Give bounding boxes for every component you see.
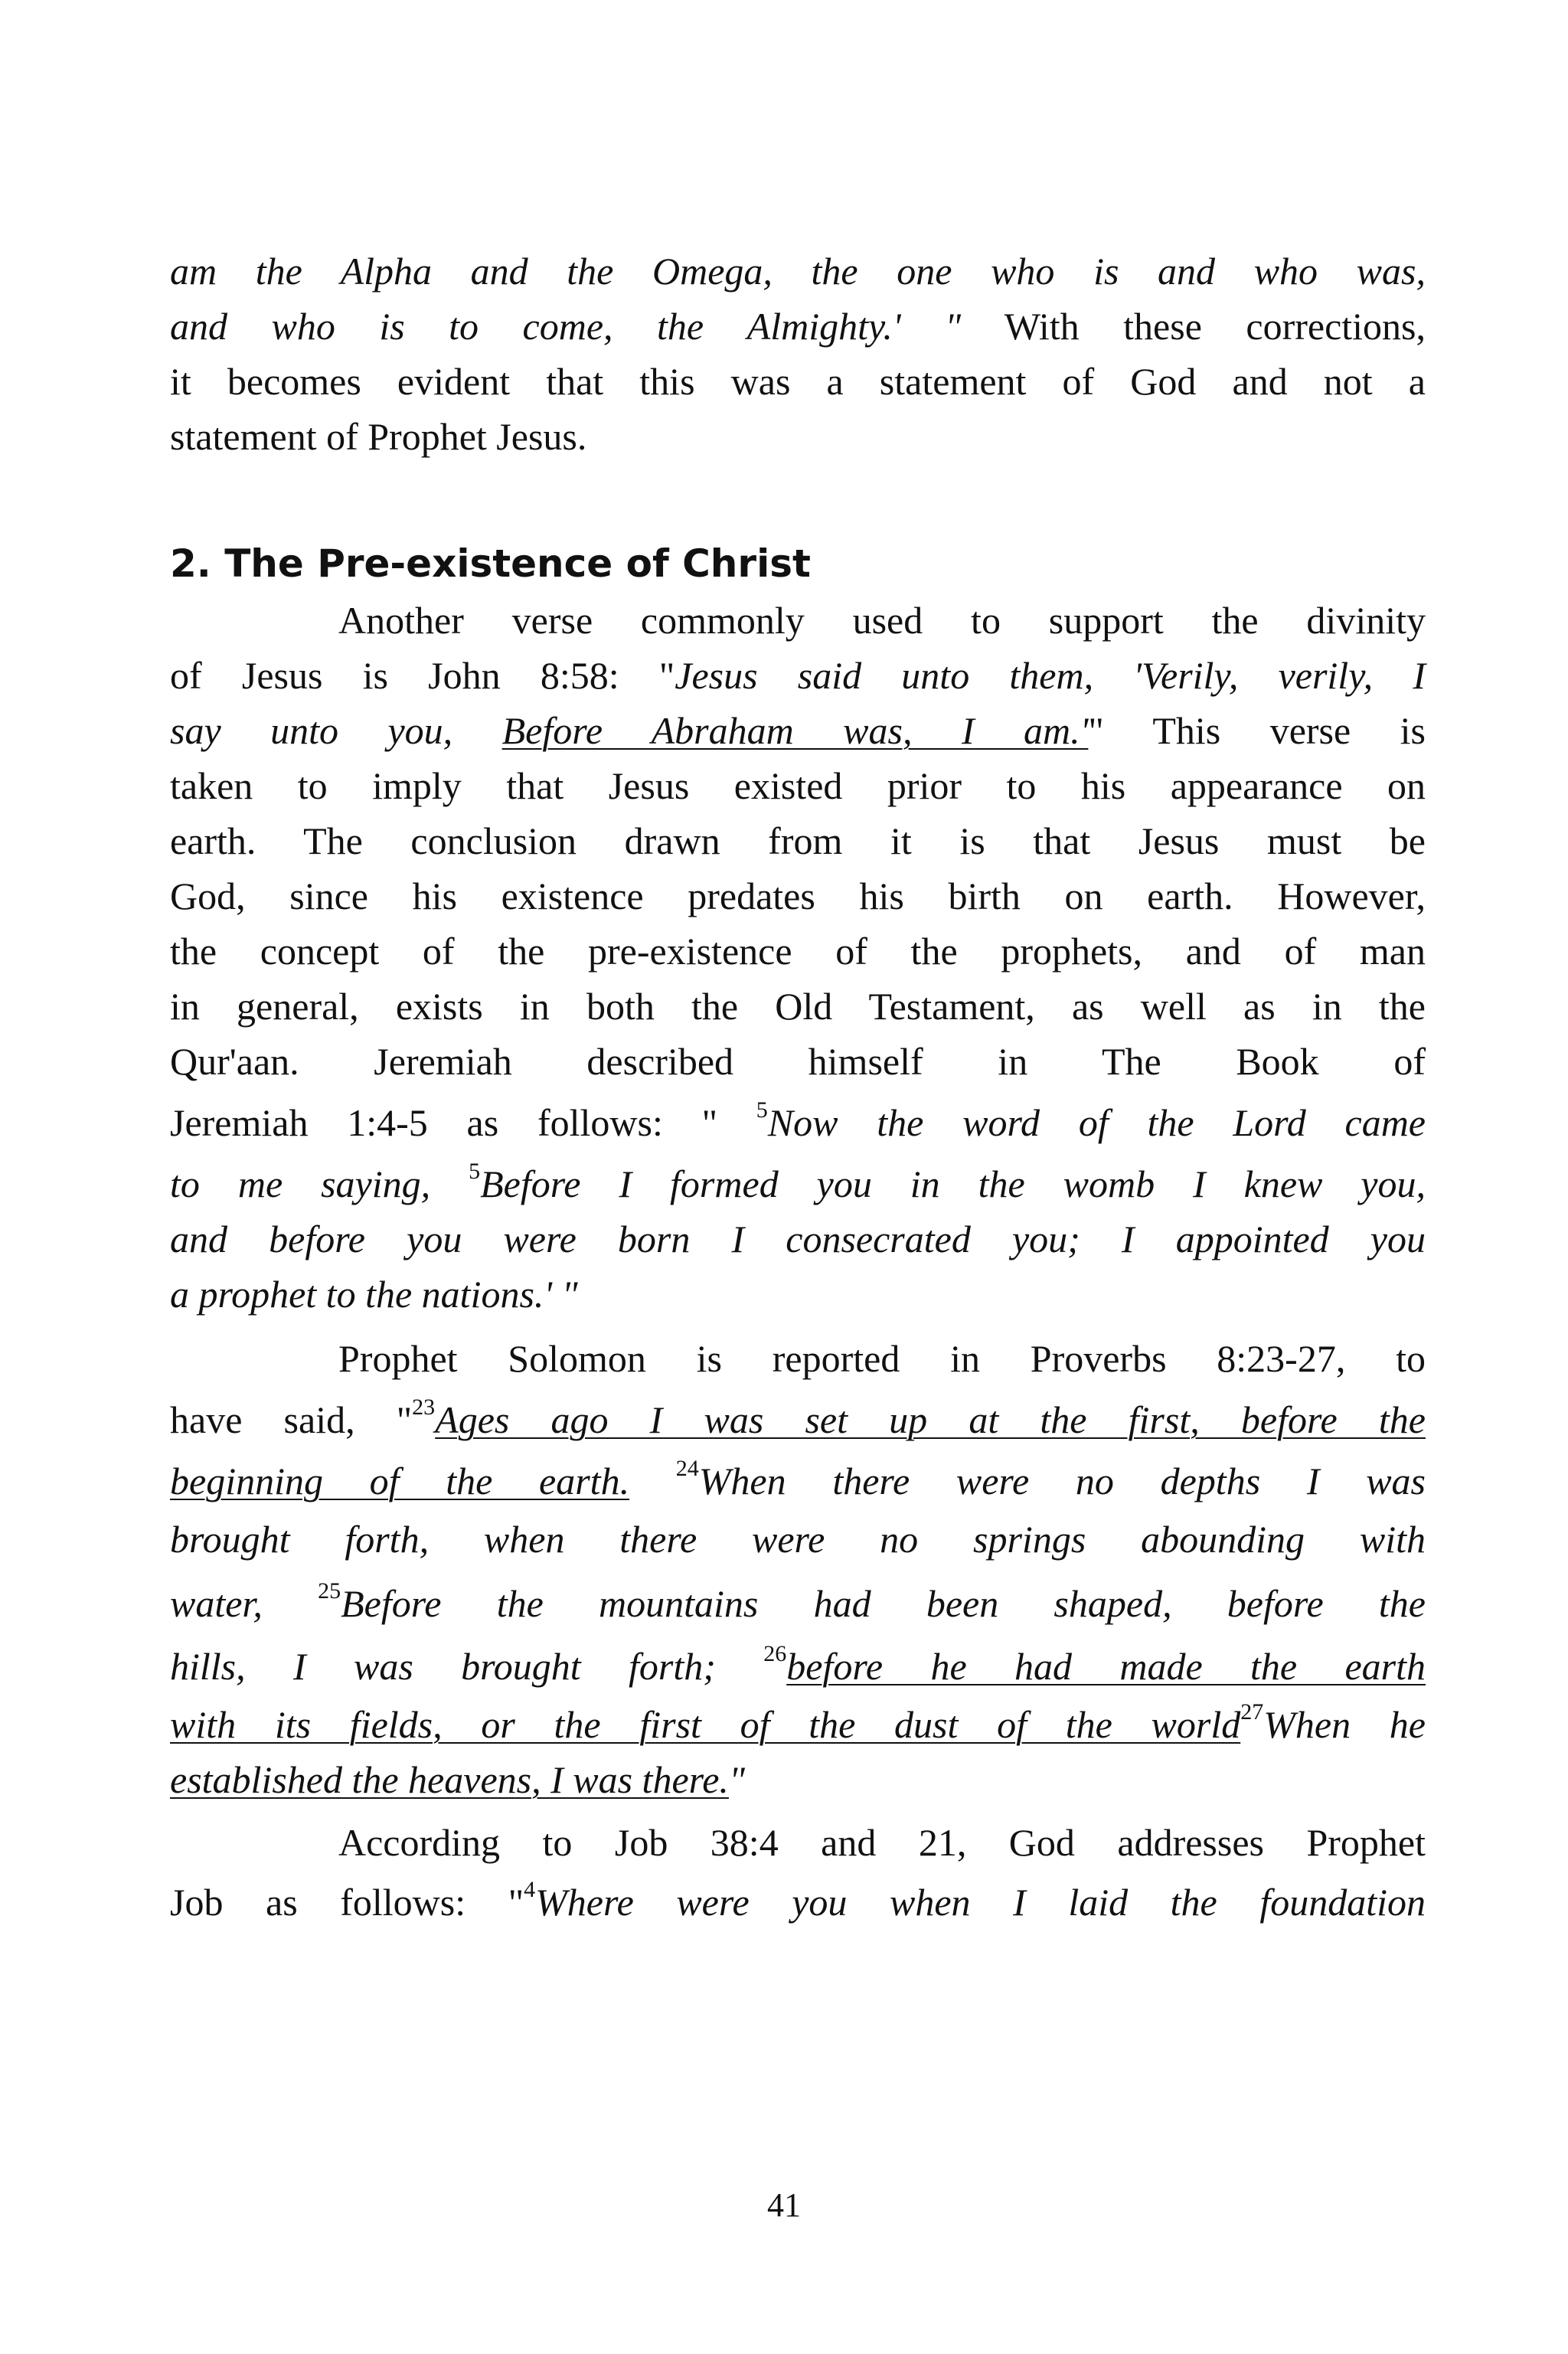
solomon-line-8-b: " <box>728 1758 745 1801</box>
verse-number: 26 <box>763 1641 787 1667</box>
section-line-11-quote-b: Before I formed you in the womb I knew you, <box>480 1162 1426 1205</box>
solomon-line-7-b: When he <box>1263 1703 1426 1746</box>
solomon-line-3-underlined: beginning of the earth. <box>170 1460 630 1502</box>
section-line-3-quote: say unto you, <box>170 709 502 752</box>
section-line-1: Another verse commonly used to support the divinity <box>338 599 1426 642</box>
intro-line-2 <box>170 299 1426 354</box>
section-line-5: earth. The conclusion drawn from it is that Jesus must be <box>170 819 1426 862</box>
intro-line-1: am the Alpha and the Omega, the one who is and who was, <box>170 250 1426 293</box>
intro-line-4: statement of Prophet Jesus. <box>170 415 587 458</box>
solomon-line-2 <box>170 1392 1426 1447</box>
solomon-line-3-quote: When there were no depths I was <box>698 1460 1426 1502</box>
section-line-2-quote: Jesus said unto them, 'Verily, verily, I <box>675 654 1426 697</box>
solomon-line-6-a: hills, I was brought forth; <box>170 1645 764 1688</box>
solomon-line-5-a: water, <box>170 1582 318 1625</box>
job-line-2 <box>170 1875 1426 1930</box>
verse-number: 5 <box>469 1159 481 1185</box>
page-number: 41 <box>767 2186 801 2224</box>
solomon-line-6-underlined: before he had made the earth <box>786 1645 1426 1688</box>
section-line-3-text: " This verse is <box>1088 709 1426 752</box>
verse-number: 4 <box>524 1877 536 1903</box>
verse-number: 5 <box>756 1097 768 1123</box>
section-heading: 2. The Pre-existence of Christ <box>170 541 811 586</box>
verse-number: 27 <box>1240 1699 1264 1725</box>
section-line-3-underlined: Before Abraham was, I am.' <box>501 709 1089 752</box>
section-line-10-text: Jeremiah 1:4-5 as follows: " <box>170 1101 756 1144</box>
solomon-line-2-quote: Ages ago I was set up at the first, before the <box>435 1398 1426 1441</box>
section-line-12: and before you were born I consecrated you; I appointed you <box>170 1218 1426 1260</box>
solomon-line-8 <box>170 1752 1426 1807</box>
solomon-line-7 <box>170 1697 1426 1752</box>
job-line-2-quote: Where were you when I laid the foundation <box>535 1881 1426 1924</box>
solomon-line-5 <box>170 1576 1426 1631</box>
section-line-6: God, since his existence predates his birth on earth. However, <box>170 875 1426 917</box>
section-line-2 <box>170 648 1426 703</box>
solomon-line-5-b: Before the mountains had been shaped, before the <box>341 1582 1426 1625</box>
intro-line-3: it becomes evident that this was a statement of God and not a <box>170 360 1426 403</box>
section-line-11-quote-a: to me saying, <box>170 1162 469 1205</box>
section-line-13: a prophet to the nations.' " <box>170 1273 578 1316</box>
intro-line-2-text: With these corrections, <box>1004 305 1426 348</box>
job-line-2-text: Job as follows: " <box>170 1881 524 1924</box>
section-line-2-text: of Jesus is John 8:58: " <box>170 654 675 697</box>
verse-number: 24 <box>675 1456 699 1482</box>
solomon-line-2-text: have said, " <box>170 1398 413 1441</box>
section-line-3 <box>170 703 1426 758</box>
section-line-10-quote: Now the word of the Lord came <box>767 1101 1426 1144</box>
solomon-line-3 <box>170 1453 1426 1509</box>
section-line-7: the concept of the pre-existence of the prophets, and of man <box>170 930 1426 973</box>
solomon-line-1: Prophet Solomon is reported in Proverbs 8:23-27, to <box>338 1337 1426 1380</box>
section-line-10 <box>170 1095 1426 1150</box>
solomon-line-4: brought forth, when there were no springs abounding with <box>170 1518 1426 1561</box>
solomon-line-6 <box>170 1639 1426 1694</box>
solomon-line-7-underlined: with its fields, or the first of the dust of the world <box>170 1703 1241 1746</box>
solomon-line-8-underlined: established the heavens, I was there. <box>170 1758 729 1801</box>
section-line-8: in general, exists in both the Old Testament, as well as in the <box>170 985 1426 1028</box>
verse-number: 23 <box>412 1394 436 1421</box>
job-line-1: According to Job 38:4 and 21, God addresses Prophet <box>338 1821 1426 1864</box>
section-line-9: Qur'aan. Jeremiah described himself in The Book of <box>170 1040 1426 1083</box>
section-line-4: taken to imply that Jesus existed prior to his appearance on <box>170 764 1426 807</box>
section-line-11 <box>170 1156 1426 1211</box>
intro-line-2-quote: and who is to come, the Almighty.' " <box>170 305 962 348</box>
verse-number: 25 <box>318 1578 341 1604</box>
